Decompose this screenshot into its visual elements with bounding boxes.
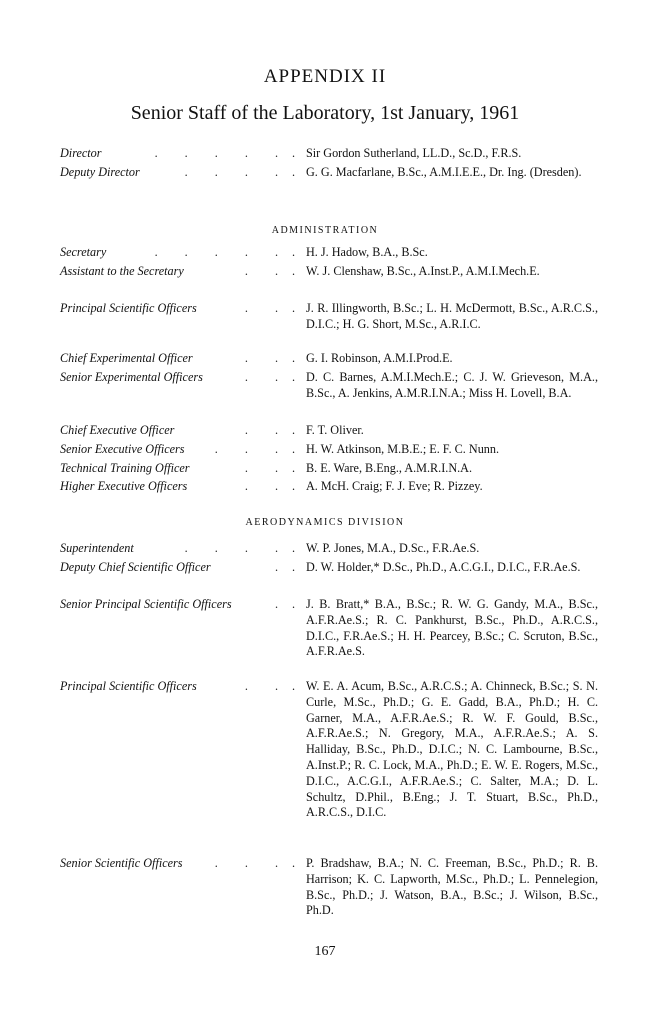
staff-names: G. I. Robinson, A.M.I.Prod.E. (306, 351, 453, 365)
staff-names: P. Bradshaw, B.A.; N. C. Freeman, B.Sc., Ph.D.; R. B. Harrison; K. C. Lapworth, M.Sc., Ph.D.; L. Pennelegion, B.Sc., Ph.D.; J. Watson, B.A., B.Sc.; J. Wilson, B.Sc., Ph.D. (306, 856, 598, 918)
role-label: Principal Scientific Officers (60, 679, 197, 693)
staff-names: W. E. A. Acum, B.Sc., A.R.C.S.; A. Chinneck, B.Sc.; S. N. Curle, M.Sc., Ph.D.; G. E. Gadd, B.A., Ph.D.; H. C. Garner, M.A., A.F.R.Ae.S.; R. W. F. Gould, B.Sc., A.F.R.Ae.S.; N. Gregory, M.A., A.F.R.Ae.S.; A. S. Halliday, B.Sc., Ph.D., D.I.C.; N. C. Lambourne, B.Sc., A.Inst.P.; R. C. Lock, M.A., Ph.D.; E. W. E. Rogers, M.Sc., D.I.C., A.C.G.I., A.F.R.Ae.S.; C. Salter, M.A.; D. L. Schultz, D.Phil., B.Eng.; J. T. Stuart, B.Sc., Ph.D., A.R.C.S., D.I.C. (306, 679, 598, 820)
role-label: Chief Executive Officer (60, 423, 175, 437)
staff-names: Sir Gordon Sutherland, LL.D., Sc.D., F.R.S. (306, 146, 522, 160)
role-label: Chief Experimental Officer (60, 351, 193, 365)
leader-dots: . . (244, 423, 290, 437)
leader-end: . (292, 245, 296, 259)
leader-dots: . . (244, 301, 290, 315)
leader-dots: . . . . . (154, 245, 290, 259)
leader-dots: . . . (214, 856, 290, 870)
role-label: Senior Executive Officers (60, 442, 185, 456)
leader-dots: . . . . (184, 165, 290, 179)
section-heading-aerodynamics: AERODYNAMICS DIVISION (245, 517, 405, 528)
role-label: Deputy Director (60, 165, 140, 179)
role-label: Technical Training Officer (60, 461, 190, 475)
page-title: APPENDIX II (263, 66, 387, 87)
leader-end: . (292, 423, 296, 437)
leader-end: . (292, 146, 296, 160)
leader-dots: . . (244, 461, 290, 475)
leader-end: . (292, 560, 296, 574)
leader-dots: . . (244, 679, 290, 693)
page-subtitle: Senior Staff of the Laboratory, 1st January, 1961 (130, 102, 520, 124)
leader-dots: . . (244, 479, 290, 493)
staff-names: W. J. Clenshaw, B.Sc., A.Inst.P., A.M.I.Mech.E. (306, 264, 540, 278)
role-label: Secretary (60, 245, 107, 259)
leader-end: . (292, 541, 296, 555)
leader-end: . (292, 479, 296, 493)
staff-names: A. McH. Craig; F. J. Eve; R. Pizzey. (306, 479, 483, 493)
role-label: Deputy Chief Scientific Officer (60, 560, 211, 574)
staff-names: W. P. Jones, M.A., D.Sc., F.R.Ae.S. (306, 541, 480, 555)
leader-end: . (292, 856, 296, 870)
leader-end: . (292, 679, 296, 693)
role-label: Superintendent (60, 541, 134, 555)
page-number: 167 (314, 944, 336, 959)
staff-names: F. T. Oliver. (306, 423, 364, 437)
leader-dots: . . . . (184, 541, 290, 555)
leader-end: . (292, 351, 296, 365)
staff-names: H. J. Hadow, B.A., B.Sc. (306, 245, 428, 259)
role-label: Senior Principal Scientific Officers (60, 597, 232, 611)
leader-dots: . . (244, 351, 290, 365)
leader-end: . (292, 597, 296, 611)
role-label: Director (60, 146, 102, 160)
section-heading-administration: ADMINISTRATION (271, 225, 379, 236)
role-label: Higher Executive Officers (60, 479, 188, 493)
staff-names: J. R. Illingworth, B.Sc.; L. H. McDermott, B.Sc., A.R.C.S., D.I.C.; H. G. Short, M.Sc., A.R.I.C. (306, 301, 598, 331)
leader-end: . (292, 442, 296, 456)
role-label: Senior Scientific Officers (60, 856, 183, 870)
staff-names: D. C. Barnes, A.M.I.Mech.E.; C. J. W. Grieveson, M.A., B.Sc., A. Jenkins, A.M.R.I.N.A.; Miss H. Lovell, B.A. (306, 370, 598, 400)
role-label: Assistant to the Secretary (60, 264, 184, 278)
leader-end: . (292, 370, 296, 384)
leader-dots: . . (244, 370, 290, 384)
leader-dots: . (274, 560, 290, 574)
leader-dots: . . (244, 264, 290, 278)
role-label: Senior Experimental Officers (60, 370, 203, 384)
leader-dots: . (274, 597, 290, 611)
leader-dots: . . . (214, 442, 290, 456)
staff-names: H. W. Atkinson, M.B.E.; E. F. C. Nunn. (306, 442, 500, 456)
staff-names: B. E. Ware, B.Eng., A.M.R.I.N.A. (306, 461, 473, 475)
staff-names: J. B. Bratt,* B.A., B.Sc.; R. W. G. Gandy, M.A., B.Sc., A.F.R.Ae.S.; R. C. Pankhurst, B.Sc., Ph.D., A.R.C.S., D.I.C., F.R.Ae.S.; H. H. Pearcey, B.Sc.; C. Scruton, B.Sc., A.F.R.Ae.S. (306, 597, 598, 659)
leader-end: . (292, 301, 296, 315)
leader-dots: . . . . . (154, 146, 290, 160)
staff-names: D. W. Holder,* D.Sc., Ph.D., A.C.G.I., D.I.C., F.R.Ae.S. (306, 560, 581, 574)
leader-end: . (292, 165, 296, 179)
leader-end: . (292, 264, 296, 278)
staff-names: G. G. Macfarlane, B.Sc., A.M.I.E.E., Dr. Ing. (Dresden). (306, 165, 582, 179)
leader-end: . (292, 461, 296, 475)
role-label: Principal Scientific Officers (60, 301, 197, 315)
